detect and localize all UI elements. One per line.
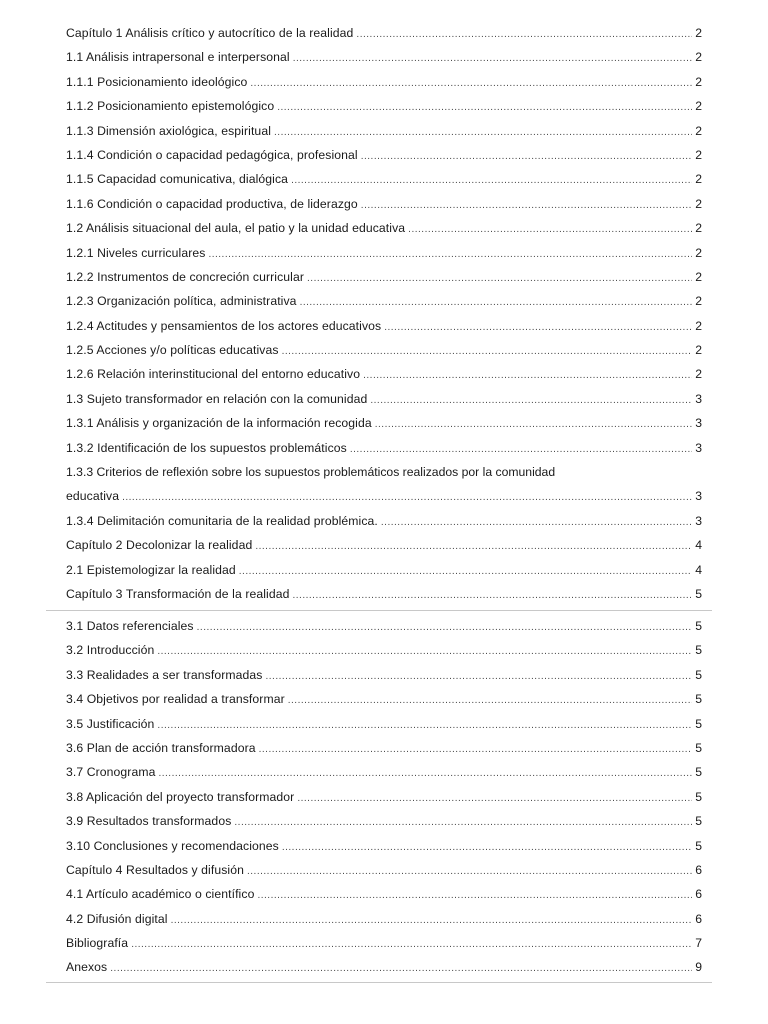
toc-entry[interactable]	[66, 436, 702, 460]
toc-entry[interactable]	[66, 785, 702, 809]
toc-page-number: 2	[695, 123, 702, 138]
toc-page-number: 4	[695, 538, 702, 553]
toc-entry-title: 1.2.2 Instrumentos de concreción curricular	[66, 269, 305, 284]
dot-leader	[239, 560, 692, 584]
toc-entry-title: 1.2.1 Niveles curriculares	[66, 245, 206, 260]
toc-entry-title: 3.9 Resultados transformados	[66, 814, 232, 829]
toc-entry-title: 1.1.4 Condición o capacidad pedagógica, profesional	[66, 147, 358, 162]
toc-entry-1-3-3[interactable]	[66, 460, 702, 509]
toc-page-number: 2	[695, 99, 702, 114]
toc-entry[interactable]	[66, 167, 702, 191]
toc-page-number: 5	[695, 619, 702, 633]
toc-page-number: 3	[695, 416, 702, 431]
dot-leader	[293, 47, 692, 71]
toc-page-number: 7	[695, 936, 702, 951]
toc-entry[interactable]	[66, 70, 702, 94]
toc-page-number: 5	[695, 838, 702, 853]
toc-entry[interactable]	[66, 858, 702, 882]
toc-entry[interactable]	[66, 411, 702, 435]
dot-leader	[384, 316, 692, 340]
toc-entry[interactable]	[66, 907, 702, 931]
toc-entry[interactable]	[66, 192, 702, 216]
toc-page-number: 9	[695, 960, 702, 975]
toc-page-number: 6	[695, 887, 702, 902]
toc-page-number: 6	[695, 911, 702, 926]
toc-entry[interactable]	[66, 314, 702, 338]
dot-leader	[250, 72, 692, 96]
toc-entry[interactable]	[66, 362, 702, 386]
toc-entry-title: Capítulo 4 Resultados y difusión	[66, 862, 244, 877]
toc-entry-title: 1.1.3 Dimensión axiológica, espiritual	[66, 123, 272, 138]
dot-leader	[370, 389, 692, 413]
toc-entry[interactable]	[66, 216, 702, 240]
toc-entry-title: 1.2 Análisis situacional del aula, el patio y la unidad educativa	[66, 221, 406, 236]
toc-entry-title: 1.2.3 Organización política, administrativa	[66, 294, 297, 309]
toc-entry-title: 1.1.2 Posicionamiento epistemológico	[66, 99, 275, 114]
toc-page-number: 3	[695, 513, 702, 528]
toc-page-number: 2	[695, 74, 702, 89]
toc-entry[interactable]	[66, 241, 702, 265]
dot-leader	[171, 909, 692, 933]
toc-entry-title: 1.1.5 Capacidad comunicativa, dialógica	[66, 172, 289, 187]
toc-page-number: 3	[695, 489, 702, 504]
toc-page-number: 4	[695, 562, 702, 577]
toc-entry[interactable]	[66, 931, 702, 955]
toc-page-number: 2	[695, 343, 702, 358]
toc-page-number: 2	[695, 294, 702, 309]
toc-entry[interactable]	[66, 533, 702, 557]
toc-entry[interactable]	[66, 955, 702, 979]
toc-entry[interactable]	[66, 614, 702, 638]
dot-leader	[293, 584, 693, 608]
toc-entry[interactable]	[66, 809, 702, 833]
toc-entry-title: 1.3.1 Análisis y organización de la información recogida	[66, 416, 372, 431]
toc-page-number: 3	[695, 440, 702, 455]
toc-entry[interactable]	[66, 558, 702, 582]
page-break-rule	[46, 610, 712, 611]
toc-page-number: 5	[695, 692, 702, 707]
table-of-contents-part-2	[66, 614, 702, 980]
toc-entry-title: Capítulo 3 Transformación de la realidad	[66, 587, 290, 601]
toc-page-number: 2	[695, 367, 702, 382]
toc-page-number: 5	[695, 765, 702, 780]
dot-leader	[282, 340, 692, 364]
dot-leader	[356, 23, 692, 47]
dot-leader	[259, 738, 692, 762]
toc-page-number: 6	[695, 862, 702, 877]
toc-entry[interactable]	[66, 338, 702, 362]
toc-entry-title: 1.1.6 Condición o capacidad productiva, de liderazgo	[66, 196, 358, 211]
toc-page-number: 5	[695, 643, 702, 658]
toc-entry-title: 2.1 Epistemologizar la realidad	[66, 562, 236, 577]
toc-entry-title: 1.1 Análisis intrapersonal e interpersonal	[66, 50, 290, 65]
toc-page-number: 2	[695, 172, 702, 187]
toc-entry-title: 4.1 Artículo académico o científico	[66, 887, 255, 902]
toc-entry-title: 1.2.4 Actitudes y pensamientos de los actores educativos	[66, 318, 382, 333]
dot-leader	[110, 957, 692, 981]
toc-page-number: 5	[695, 814, 702, 829]
toc-entry-title: 3.1 Datos referenciales	[66, 619, 194, 633]
toc-entry-title: 3.7 Cronograma	[66, 765, 156, 780]
toc-page-number: 2	[695, 269, 702, 284]
toc-page-number: 2	[695, 245, 702, 260]
dot-leader	[157, 640, 692, 664]
toc-entry[interactable]	[66, 387, 702, 411]
toc-entry[interactable]	[66, 509, 702, 533]
dot-leader	[247, 860, 692, 884]
dot-leader	[277, 96, 692, 120]
toc-entry[interactable]	[66, 638, 702, 662]
dot-leader	[234, 811, 692, 835]
dot-leader	[350, 438, 692, 462]
toc-page-number: 2	[695, 221, 702, 236]
toc-entry[interactable]	[66, 582, 702, 606]
dot-leader	[274, 121, 692, 145]
toc-entry-title: 3.4 Objetivos por realidad a transformar	[66, 692, 285, 707]
toc-entry[interactable]	[66, 760, 702, 784]
toc-entry[interactable]	[66, 834, 702, 858]
toc-entry-title: 1.2.5 Acciones y/o políticas educativas	[66, 343, 279, 358]
dot-leader	[307, 267, 692, 291]
toc-page-number: 3	[695, 391, 702, 406]
dot-leader	[291, 169, 692, 193]
dot-leader	[361, 145, 692, 169]
dot-leader	[197, 616, 692, 640]
toc-entry-title: 1.3 Sujeto transformador en relación con la comunidad	[66, 391, 368, 406]
toc-entry[interactable]	[66, 21, 702, 45]
toc-entry-title: 1.3.4 Delimitación comunitaria de la realidad problémica.	[66, 513, 378, 528]
dot-leader	[158, 762, 692, 786]
toc-page-number: 5	[695, 740, 702, 755]
toc-page-number: 2	[695, 26, 702, 40]
table-of-contents-part-1	[66, 21, 702, 606]
dot-leader	[361, 194, 692, 218]
toc-entry-title-continued: educativa	[66, 489, 120, 504]
toc-entry-title: 1.3.3 Criterios de reflexión sobre los supuestos problemáticos realizados por la comunidad	[66, 465, 556, 480]
toc-entry[interactable]	[66, 45, 702, 69]
toc-page-number: 5	[695, 716, 702, 731]
toc-entry-title: Anexos	[66, 960, 108, 975]
dot-leader	[257, 884, 692, 908]
dot-leader	[122, 486, 692, 510]
page-bottom-rule	[46, 982, 712, 983]
toc-entry[interactable]	[66, 119, 702, 143]
toc-entry-title: 3.3 Realidades a ser transformadas	[66, 667, 263, 682]
toc-page-number: 2	[695, 196, 702, 211]
toc-entry-title: 3.5 Justificación	[66, 716, 155, 731]
dot-leader	[131, 933, 692, 957]
toc-entry[interactable]	[66, 289, 702, 313]
toc-entry-title: Capítulo 2 Decolonizar la realidad	[66, 538, 253, 553]
toc-page-number: 2	[695, 50, 702, 65]
toc-page-number: 5	[695, 587, 702, 601]
toc-entry[interactable]	[66, 663, 702, 687]
toc-entry-title: 4.2 Difusión digital	[66, 911, 168, 926]
toc-entry-title: 1.3.2 Identificación de los supuestos problemáticos	[66, 440, 347, 455]
toc-page-number: 2	[695, 318, 702, 333]
dot-leader	[255, 535, 692, 559]
toc-entry[interactable]	[66, 687, 702, 711]
dot-leader	[288, 689, 692, 713]
toc-page-number: 2	[695, 147, 702, 162]
toc-entry[interactable]	[66, 712, 702, 736]
toc-entry-title: 1.1.1 Posicionamiento ideológico	[66, 74, 248, 89]
toc-page-number: 5	[695, 667, 702, 682]
dot-leader	[408, 218, 692, 242]
dot-leader	[375, 413, 692, 437]
toc-entry-title: Capítulo 1 Análisis crítico y autocrítico de la realidad	[66, 26, 354, 40]
toc-page-number: 5	[695, 789, 702, 804]
dot-leader	[381, 511, 692, 535]
toc-entry-title: 3.8 Aplicación del proyecto transformador	[66, 789, 295, 804]
dot-leader	[297, 787, 692, 811]
toc-entry[interactable]	[66, 143, 702, 167]
toc-entry-title: 3.2 Introducción	[66, 643, 155, 658]
toc-entry-title: 3.10 Conclusiones y recomendaciones	[66, 838, 279, 853]
toc-entry-title: 3.6 Plan de acción transformadora	[66, 740, 256, 755]
toc-entry[interactable]	[66, 736, 702, 760]
toc-entry[interactable]	[66, 94, 702, 118]
dot-leader	[363, 364, 692, 388]
dot-leader	[208, 243, 692, 267]
dot-leader	[265, 665, 692, 689]
dot-leader	[157, 714, 692, 738]
dot-leader	[300, 291, 692, 315]
toc-entry-title: 1.2.6 Relación interinstitucional del entorno educativo	[66, 367, 361, 382]
toc-entry[interactable]	[66, 265, 702, 289]
toc-entry[interactable]	[66, 882, 702, 906]
dot-leader	[282, 836, 692, 860]
toc-entry-title: Bibliografía	[66, 936, 129, 951]
